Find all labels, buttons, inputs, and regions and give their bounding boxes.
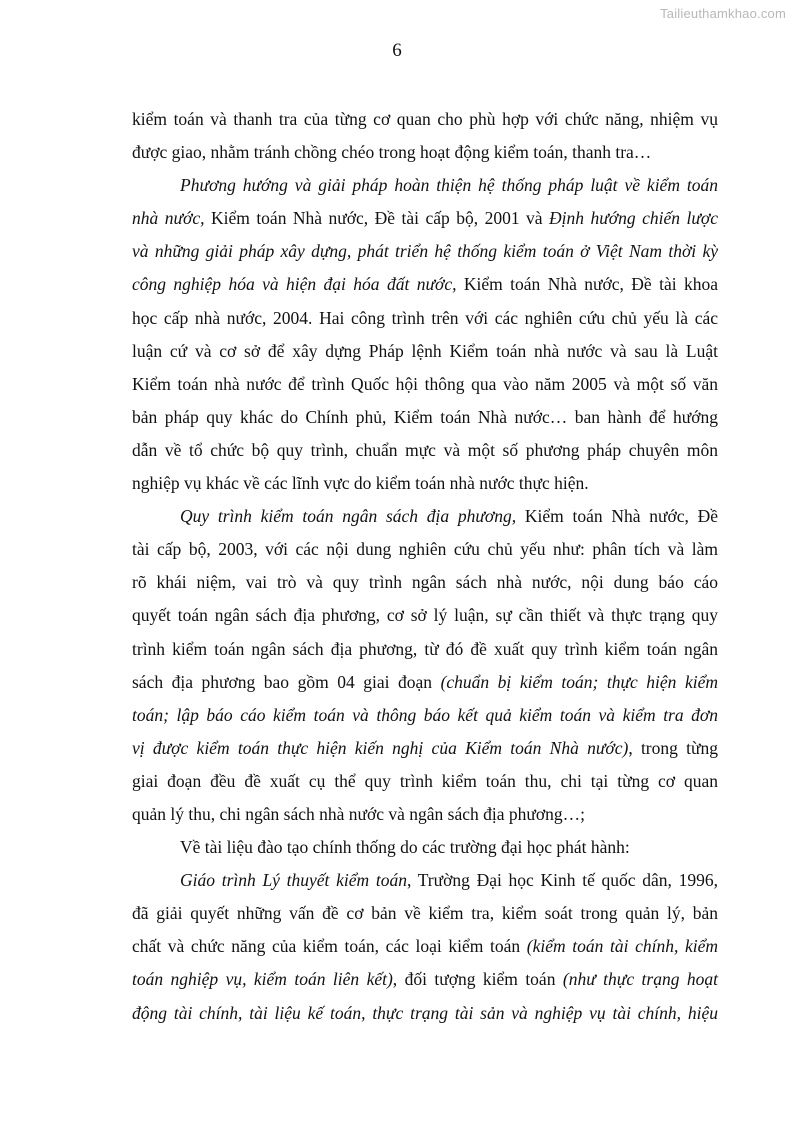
text-line [132,169,718,202]
text-line [132,434,718,467]
text-line [132,963,718,996]
italic-text-segment: toán; lập báo cáo kiểm toán và thông báo kết quả kiểm toán và kiểm tra đơn [132,704,718,725]
text-line [132,136,718,169]
text-line [132,368,718,401]
text-segment: được giao, nhằm tránh chồng chéo trong hoạt động kiểm toán, thanh tra… [132,142,652,163]
italic-text-segment: (chuẩn bị kiểm toán; thực hiện kiểm [440,671,718,692]
text-line [132,930,718,963]
text-line [132,103,718,136]
text-line [132,897,718,930]
italic-text-segment: Giáo trình Lý thuyết kiểm toán [180,870,407,891]
text-segment: học cấp nhà nước, 2004. Hai công trình trên với các nghiên cứu chủ yếu là các [132,307,718,328]
text-line [132,633,718,666]
text-segment: , Trường Đại học Kinh tế quốc dân, 1996, [406,870,718,891]
text-segment: , đối tượng kiểm toán [392,969,563,990]
text-segment: quản lý thu, chi ngân sách nhà nước và ngân sách địa phương…; [132,803,585,824]
italic-text-segment: (kiểm toán tài chính, kiểm [526,936,718,957]
text-line [132,666,718,699]
text-line [132,798,718,831]
text-line [132,335,718,368]
watermark-text: Tailieuthamkhao.com [660,6,786,21]
text-line [132,268,718,301]
text-segment: rõ khái niệm, vai trò và quy trình ngân sách nhà nước, nội dung báo cáo [132,572,718,593]
text-segment: bản pháp quy khác do Chính phủ, Kiểm toán Nhà nước… ban hành để hướng [132,406,718,427]
italic-text-segment: Quy trình kiểm toán ngân sách địa phương, [180,506,517,527]
text-line [132,599,718,632]
text-line [132,235,718,268]
text-segment: luận cứ và cơ sở để xây dựng Pháp lệnh Kiểm toán nhà nước và sau là Luật [132,340,718,361]
text-line [132,732,718,765]
text-segment: Kiểm toán Nhà nước, Đề tài cấp bộ, 2001 và [204,208,550,229]
page-number: 6 [392,40,402,61]
text-segment: trình kiểm toán ngân sách địa phương, từ đó đề xuất quy trình kiểm toán ngân [132,638,718,659]
text-segment: kiểm toán và thanh tra của từng cơ quan cho phù hợp với chức năng, nhiệm vụ [132,109,718,129]
text-line [132,699,718,732]
text-line [132,467,718,500]
text-segment: đã giải quyết những vấn đề cơ bản về kiểm tra, kiểm soát trong quản lý, bản [132,903,718,924]
text-segment: , trong từng [628,737,718,758]
text-line [132,831,718,864]
italic-text-segment: vị được kiểm toán thực hiện kiến nghị của Kiểm toán Nhà nước) [132,737,629,758]
text-line [132,997,718,1030]
text-line [132,500,718,533]
text-line [132,533,718,566]
text-segment: Về tài liệu đào tạo chính thống do các trường đại học phát hành: [180,837,630,858]
text-segment: dẫn về tổ chức bộ quy trình, chuẩn mực và một số phương pháp chuyên môn [132,439,718,460]
text-segment: nghiệp vụ khác về các lĩnh vực do kiểm toán nhà nước thực hiện. [132,473,589,494]
text-segment: chất và chức năng của kiểm toán, các loại kiểm toán [132,936,527,957]
document-body [132,103,718,1030]
text-line [132,864,718,897]
italic-text-segment: (như thực trạng hoạt [562,969,718,990]
italic-text-segment: Định hướng chiến lược [549,208,719,229]
text-line [132,202,718,235]
text-segment: giai đoạn đều đề xuất cụ thể quy trình kiểm toán thu, chi tại từng cơ quan [132,770,718,791]
text-line [132,302,718,335]
text-segment: Kiểm toán Nhà nước, Đề tài khoa [456,274,719,295]
text-line [132,566,718,599]
text-line [132,401,718,434]
italic-text-segment: công nghiệp hóa và hiện đại hóa đất nước, [132,274,457,295]
text-segment: quyết toán ngân sách địa phương, cơ sở lý luận, sự cần thiết và thực trạng quy [132,605,718,626]
italic-text-segment: động tài chính, tài liệu kế toán, thực trạng tài sản và nghiệp vụ tài chính, hiệu [132,1002,718,1023]
text-segment: tài cấp bộ, 2003, với các nội dung nghiên cứu chủ yếu như: phân tích và làm [132,539,718,560]
text-line [132,765,718,798]
italic-text-segment: và những giải pháp xây dựng, phát triển hệ thống kiểm toán ở Việt Nam thời kỳ [132,241,718,262]
text-segment: Kiểm toán nhà nước để trình Quốc hội thông qua vào năm 2005 và một số văn [132,373,718,394]
italic-text-segment: toán nghiệp vụ, kiểm toán liên kết) [132,969,393,990]
italic-text-segment: Phương hướng và giải pháp hoàn thiện hệ thống pháp luật về kiểm toán [180,175,718,196]
italic-text-segment: nhà nước, [132,208,205,229]
text-segment: sách địa phương bao gồm 04 giai đoạn [132,671,441,692]
text-segment: Kiểm toán Nhà nước, Đề [516,506,718,527]
